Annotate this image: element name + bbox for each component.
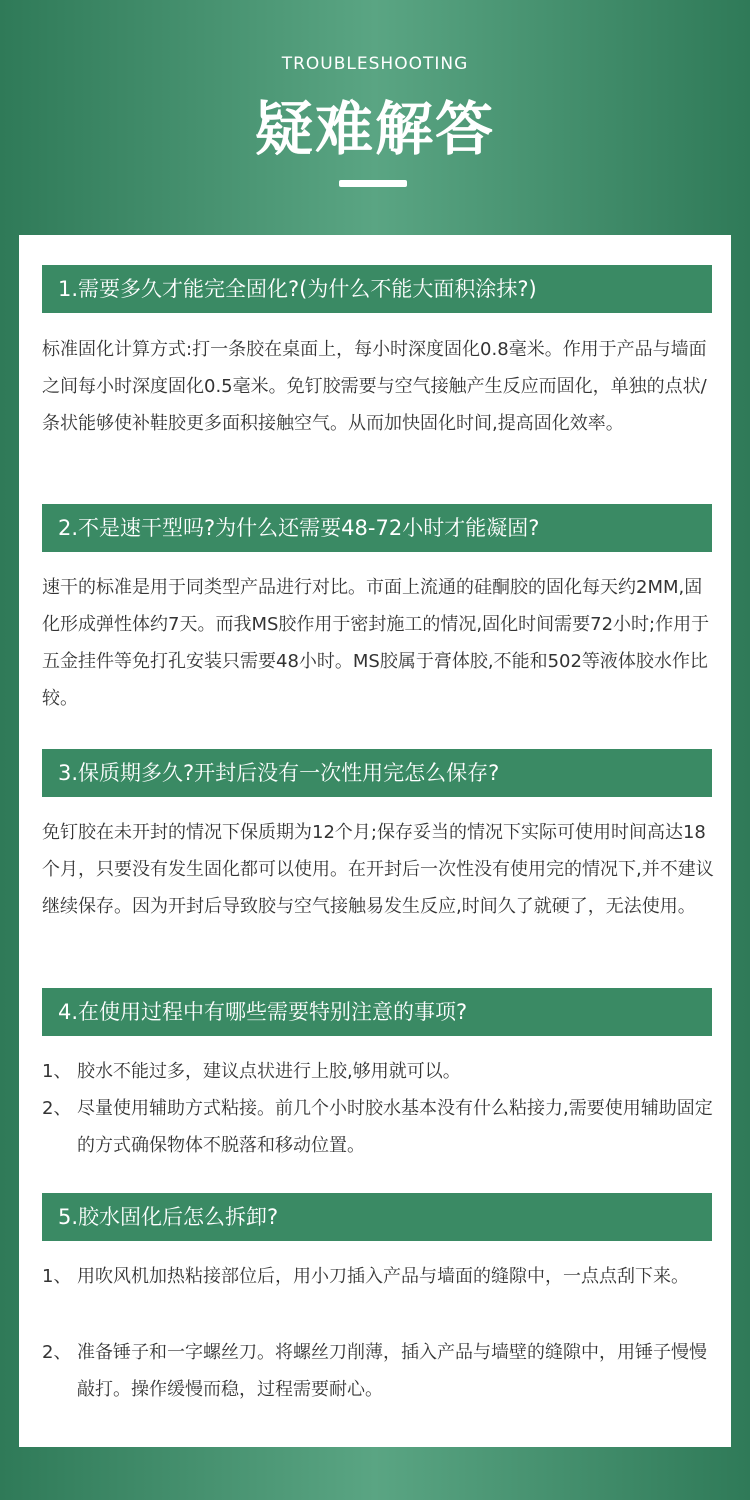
- faq-question-5: 5.胶水固化后怎么拆卸?: [42, 1193, 712, 1241]
- list-text: 用吹风机加热粘接部位后，用小刀插入产品与墙面的缝隙中，一点点刮下来。: [77, 1266, 689, 1287]
- list-text: 尽量使用辅助方式粘接。前几个小时胶水基本没有什么粘接力,需要使用辅助固定的方式确保物体不脱落和移动位置。: [77, 1098, 713, 1156]
- list-number: 2、: [42, 1098, 72, 1119]
- faq-5-item-2: [42, 1334, 718, 1408]
- page-title: 疑难解答: [254, 95, 495, 163]
- faq-card: [19, 235, 731, 1447]
- header-subtitle: TROUBLESHOOTING: [281, 54, 469, 74]
- title-underline: [339, 180, 407, 187]
- faq-answer-2: 速干的标准是用于同类型产品进行对比。市面上流通的硅酮胶的固化每天约2MM,固化形成弹性体约7天。而我MS胶作用于密封施工的情况,固化时间需要72小时;作用于五金挂件等免打孔安装只需要48小时。MS胶属于膏体胶,不能和502等液体胶水作比较。: [42, 577, 710, 709]
- faq-question-1: 1.需要多久才能完全固化?(为什么不能大面积涂抹?): [42, 265, 712, 313]
- faq-question-3: 3.保质期多久?开封后没有一次性用完怎么保存?: [42, 749, 712, 797]
- list-text: 准备锤子和一字螺丝刀。将螺丝刀削薄，插入产品与墙壁的缝隙中，用锤子慢慢敲打。操作缓慢而稳，过程需要耐心。: [77, 1342, 707, 1400]
- faq-answer-1: 标准固化计算方式:打一条胶在桌面上，每小时深度固化0.8毫米。作用于产品与墙面之间每小时深度固化0.5毫米。免钉胶需要与空气接触产生反应而固化，单独的点状/条状能够使补鞋胶更多面积接触空气。从而加快固化时间,提高固化效率。: [42, 339, 707, 434]
- faq-question-2: 2.不是速干型吗?为什么还需要48-72小时才能凝固?: [42, 504, 712, 552]
- header: [0, 0, 750, 235]
- list-number: 2、: [42, 1342, 72, 1363]
- faq-4-item-2: [42, 1090, 718, 1164]
- faq-4-item-1: [42, 1053, 718, 1090]
- faq-answer-3: 免钉胶在未开封的情况下保质期为12个月;保存妥当的情况下实际可使用时间高达18个月，只要没有发生固化都可以使用。在开封后一次性没有使用完的情况下,并不建议继续保存。因为开封后导致胶与空气接触易发生反应,时间久了就硬了，无法使用。: [42, 822, 714, 917]
- faq-question-4: 4.在使用过程中有哪些需要特别注意的事项?: [42, 988, 712, 1036]
- list-number: 1、: [42, 1061, 72, 1082]
- faq-5-item-1: [42, 1258, 718, 1295]
- list-text: 胶水不能过多，建议点状进行上胶,够用就可以。: [77, 1061, 461, 1082]
- list-number: 1、: [42, 1266, 72, 1287]
